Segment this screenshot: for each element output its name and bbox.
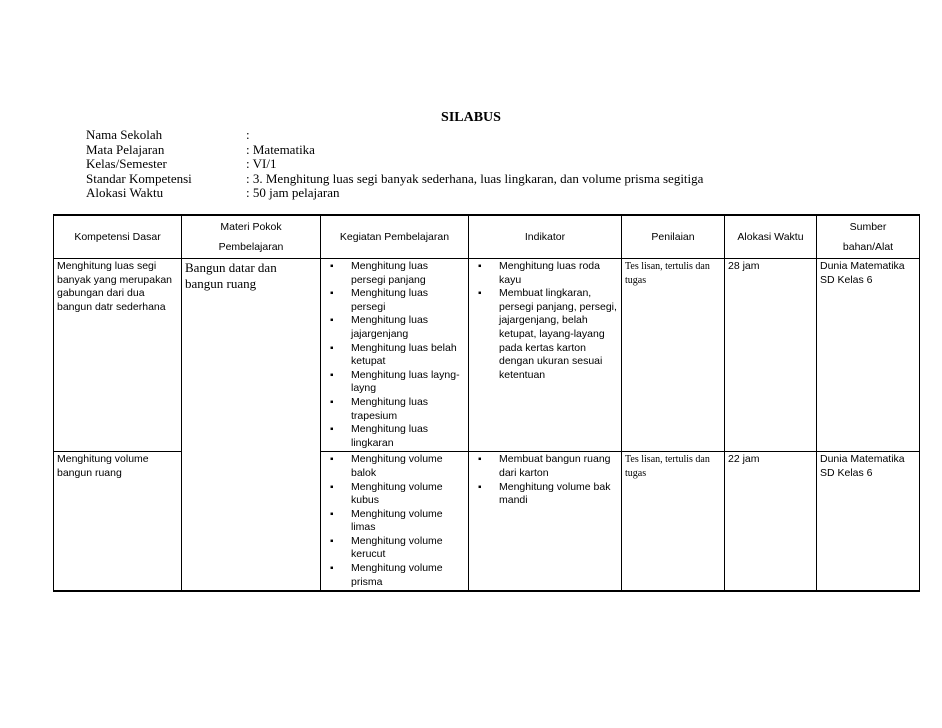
meta-row-standar-kompetensi <box>86 172 703 187</box>
list-item: ▪ Menghitung luas jajargenjang <box>324 314 465 341</box>
cell-indikator <box>469 259 622 452</box>
list-item: ▪ Menghitung volume balok <box>324 453 465 480</box>
cell-penilaian: Tes lisan, tertulis dan tugas <box>622 452 725 591</box>
list-item: ▪ Menghitung volume kerucut <box>324 535 465 562</box>
meta-row-nama-sekolah <box>86 128 703 143</box>
kegiatan-list <box>324 453 465 589</box>
list-item: ▪ Menghitung luas layng-layng <box>324 369 465 396</box>
meta-value: : <box>246 127 250 142</box>
meta-row-alokasi-waktu <box>86 186 703 201</box>
list-item: ▪ Membuat bangun ruang dari karton <box>472 453 618 480</box>
list-item: ▪ Menghitung volume prisma <box>324 562 465 589</box>
header-indikator: Indikator <box>469 215 622 259</box>
meta-value: : 3. Menghitung luas segi banyak sederhana, luas lingkaran, dan volume prisma segitiga <box>246 170 704 186</box>
indikator-list <box>472 260 618 382</box>
meta-row-kelas-semester <box>86 157 703 172</box>
cell-materi <box>182 452 321 591</box>
cell-kegiatan <box>321 259 469 452</box>
table-header-row <box>54 215 920 259</box>
table-row <box>54 452 920 591</box>
meta-row-mata-pelajaran <box>86 143 703 158</box>
list-item: ▪ Menghitung volume limas <box>324 508 465 535</box>
cell-kompetensi: Menghitung luas segi banyak yang merupakan gabungan dari dua bangun datr sederhana <box>54 259 182 452</box>
cell-alokasi: 28 jam <box>725 259 817 452</box>
header-penilaian: Penilaian <box>622 215 725 259</box>
header-sumber: Sumber bahan/Alat <box>817 215 920 259</box>
cell-sumber: Dunia Matematika SD Kelas 6 <box>817 452 920 591</box>
cell-kompetensi: Menghitung volume bangun ruang <box>54 452 182 591</box>
header-kegiatan-pembelajaran: Kegiatan Pembelajaran <box>321 215 469 259</box>
list-item: ▪ Menghitung volume kubus <box>324 481 465 508</box>
cell-sumber: Dunia Matematika SD Kelas 6 <box>817 259 920 452</box>
cell-alokasi: 22 jam <box>725 452 817 591</box>
meta-label: Standar Kompetensi <box>86 170 192 186</box>
list-item: ▪ Menghitung luas belah ketupat <box>324 342 465 369</box>
list-item: ▪ Menghitung luas trapesium <box>324 396 465 423</box>
syllabus-table <box>53 214 920 592</box>
cell-materi: Bangun datar dan bangun ruang <box>182 259 321 452</box>
meta-value: : 50 jam pelajaran <box>246 185 340 200</box>
list-item: ▪ Membuat lingkaran, persegi panjang, persegi, jajargenjang, belah ketupat, layang-layang pada kertas karton dengan ukuran sesuai ketentuan <box>472 287 618 382</box>
header-kompetensi-dasar: Kompetensi Dasar <box>54 215 182 259</box>
cell-indikator <box>469 452 622 591</box>
list-item: ▪ Menghitung luas lingkaran <box>324 423 465 450</box>
list-item: ▪ Menghitung volume bak mandi <box>472 481 618 508</box>
list-item: ▪ Menghitung luas persegi panjang <box>324 260 465 287</box>
list-item: ▪ Menghitung luas persegi <box>324 287 465 314</box>
meta-label: Nama Sekolah <box>86 127 163 142</box>
table-row <box>54 259 920 452</box>
cell-kegiatan <box>321 452 469 591</box>
header-materi-pokok: Materi Pokok Pembelajaran <box>182 215 321 259</box>
list-item: ▪ Menghitung luas roda kayu <box>472 260 618 287</box>
kegiatan-list <box>324 260 465 450</box>
meta-value: : Matematika <box>246 141 315 157</box>
document-title: SILABUS <box>441 110 501 125</box>
header-alokasi-waktu: Alokasi Waktu <box>725 215 817 259</box>
meta-label: Mata Pelajaran <box>86 141 165 157</box>
cell-penilaian: Tes lisan, tertulis dan tugas <box>622 259 725 452</box>
meta-block <box>86 128 703 201</box>
indikator-list <box>472 453 618 507</box>
meta-value: : VI/1 <box>246 156 277 171</box>
meta-label: Kelas/Semester <box>86 156 167 171</box>
meta-label: Alokasi Waktu <box>86 185 164 200</box>
